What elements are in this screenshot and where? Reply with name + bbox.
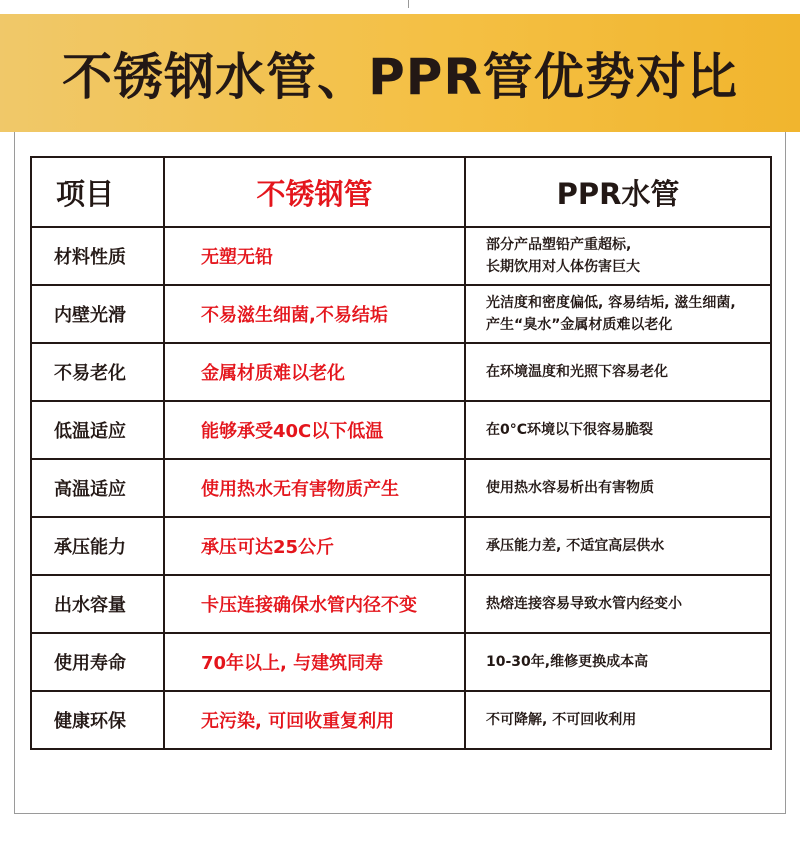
ppr-text-line: 10-30年,维修更换成本高 (486, 654, 649, 670)
table-row (31, 459, 771, 517)
row-steel-advantage: 承压可达25公斤 (164, 517, 465, 575)
table-row (31, 227, 771, 285)
row-ppr-drawback (465, 575, 771, 633)
row-item-label: 低温适应 (31, 401, 164, 459)
table-row (31, 343, 771, 401)
row-ppr-drawback (465, 285, 771, 343)
row-ppr-drawback (465, 517, 771, 575)
ppr-text-line: 光洁度和密度偏低, 容易结垢, 滋生细菌, (486, 295, 736, 311)
row-ppr-drawback (465, 633, 771, 691)
ppr-text-line: 在环境温度和光照下容易老化 (486, 364, 668, 380)
row-ppr-drawback (465, 227, 771, 285)
row-steel-advantage: 使用热水无有害物质产生 (164, 459, 465, 517)
ppr-text-line: 在0°C环境以下很容易脆裂 (486, 422, 654, 438)
table-row (31, 575, 771, 633)
ppr-text-line: 承压能力差, 不适宜高层供水 (486, 538, 665, 554)
row-ppr-drawback (465, 459, 771, 517)
row-item-label: 使用寿命 (31, 633, 164, 691)
title-banner (0, 14, 800, 132)
page-title: 不锈钢水管、PPR管优势对比 (62, 48, 738, 106)
row-steel-advantage: 70年以上, 与建筑同寿 (164, 633, 465, 691)
ppr-text-line: 部分产品塑铅产重超标, (486, 237, 632, 253)
row-steel-advantage: 能够承受40C以下低温 (164, 401, 465, 459)
header-ppr-pipe: PPR水管 (465, 157, 771, 227)
table-body (31, 227, 771, 749)
row-item-label: 健康环保 (31, 691, 164, 749)
ppr-text-line: 长期饮用对人体伤害巨大 (486, 259, 640, 275)
table-row (31, 517, 771, 575)
row-steel-advantage: 无塑无铅 (164, 227, 465, 285)
row-ppr-drawback (465, 691, 771, 749)
row-steel-advantage: 不易滋生细菌,不易结垢 (164, 285, 465, 343)
ppr-text-line: 使用热水容易析出有害物质 (486, 480, 654, 496)
header-steel-pipe: 不锈钢管 (164, 157, 465, 227)
ppr-text-line: 产生“臭水”金属材质难以老化 (486, 317, 673, 333)
row-steel-advantage: 卡压连接确保水管内径不变 (164, 575, 465, 633)
row-item-label: 出水容量 (31, 575, 164, 633)
row-item-label: 材料性质 (31, 227, 164, 285)
row-ppr-drawback (465, 343, 771, 401)
row-steel-advantage: 金属材质难以老化 (164, 343, 465, 401)
top-tick-mark (408, 0, 409, 8)
ppr-text-line: 热熔连接容易导致水管内经变小 (486, 596, 682, 612)
row-item-label: 内壁光滑 (31, 285, 164, 343)
top-strip (0, 0, 800, 14)
row-steel-advantage: 无污染, 可回收重复利用 (164, 691, 465, 749)
row-ppr-drawback (465, 401, 771, 459)
table-row (31, 691, 771, 749)
row-item-label: 承压能力 (31, 517, 164, 575)
table-row (31, 633, 771, 691)
table-row (31, 401, 771, 459)
comparison-table (30, 156, 772, 750)
table-row (31, 285, 771, 343)
ppr-text-line: 不可降解, 不可回收利用 (486, 712, 637, 728)
table-header-row (31, 157, 771, 227)
row-item-label: 高温适应 (31, 459, 164, 517)
header-item: 项目 (31, 157, 164, 227)
row-item-label: 不易老化 (31, 343, 164, 401)
